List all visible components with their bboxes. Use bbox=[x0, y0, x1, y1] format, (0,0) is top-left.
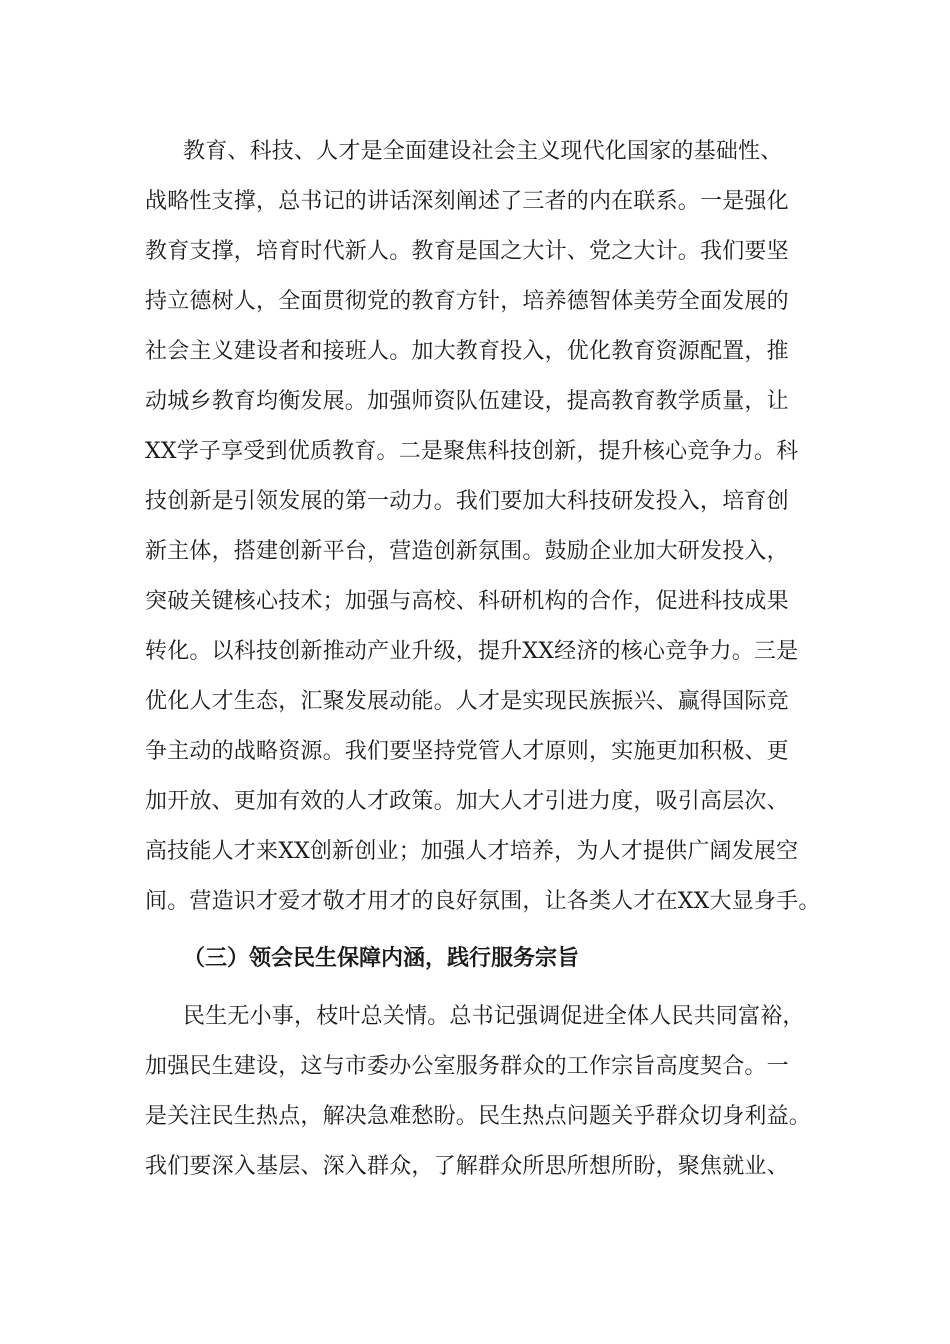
paragraph-line: 战略性支撑，总书记的讲话深刻阐述了三者的内在联系。一是强化 bbox=[145, 189, 789, 214]
section-heading: （三）领会民生保障内涵，践行服务宗旨 bbox=[183, 945, 580, 971]
paragraph-line: XX学子享受到优质教育。二是聚焦科技创新，提升核心竞争力。科 bbox=[145, 439, 799, 464]
paragraph-line: 教育支撑，培育时代新人。教育是国之大计、党之大计。我们要坚 bbox=[145, 239, 789, 264]
paragraph-line: 我们要深入基层、深入群众，了解群众所思所想所盼，聚焦就业、 bbox=[145, 1154, 789, 1179]
paragraph-line: 技创新是引领发展的第一动力。我们要加大科技研发投入，培育创 bbox=[145, 489, 789, 514]
paragraph-line: 社会主义建设者和接班人。加大教育投入，优化教育资源配置，推 bbox=[145, 339, 789, 364]
paragraph-line: 争主动的战略资源。我们要坚持党管人才原则，实施更加积极、更 bbox=[145, 739, 789, 764]
paragraph-line: 是关注民生热点，解决急难愁盼。民生热点问题关乎群众切身利益。 bbox=[145, 1104, 812, 1129]
paragraph-line: 间。营造识才爱才敬才用才的良好氛围，让各类人才在XX大显身手。 bbox=[145, 889, 821, 914]
paragraph-line: 突破关键核心技术；加强与高校、科研机构的合作，促进科技成果 bbox=[145, 589, 789, 614]
paragraph-line: 优化人才生态，汇聚发展动能。人才是实现民族振兴、赢得国际竞 bbox=[145, 689, 789, 714]
paragraph-line: 教育、科技、人才是全面建设社会主义现代化国家的基础性、 bbox=[183, 139, 783, 164]
paragraph-line: 持立德树人，全面贯彻党的教育方针，培养德智体美劳全面发展的 bbox=[145, 289, 789, 314]
paragraph-line: 加强民生建设，这与市委办公室服务群众的工作宗旨高度契合。一 bbox=[145, 1054, 789, 1079]
paragraph-line: 加开放、更加有效的人才政策。加大人才引进力度，吸引高层次、 bbox=[145, 789, 789, 814]
paragraph-line: 高技能人才来XX创新创业；加强人才培养，为人才提供广阔发展空 bbox=[145, 839, 799, 864]
paragraph-line: 动城乡教育均衡发展。加强师资队伍建设，提高教育教学质量，让 bbox=[145, 389, 789, 414]
paragraph-line: 转化。以科技创新推动产业升级，提升XX经济的核心竞争力。三是 bbox=[145, 639, 799, 664]
paragraph-line: 新主体，搭建创新平台，营造创新氛围。鼓励企业加大研发投入， bbox=[145, 539, 789, 564]
paragraph-line: 民生无小事，枝叶总关情。总书记强调促进全体人民共同富裕， bbox=[183, 1004, 805, 1029]
